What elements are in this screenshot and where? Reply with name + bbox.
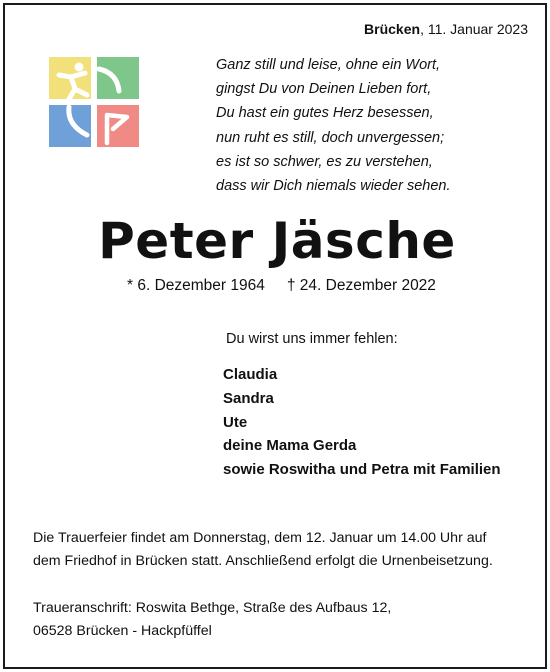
mourner-name: Ute (223, 413, 248, 431)
place: Brücken (364, 21, 421, 37)
obituary-notice (3, 3, 547, 669)
poem-line: es ist so schwer, es zu verstehen, (216, 153, 433, 170)
mourner-name: sowie Roswitha und Petra mit Familien (223, 461, 501, 479)
poem-line: dass wir Dich niemals wieder sehen. (216, 178, 451, 195)
mourning-address (33, 597, 391, 643)
poem-line: nun ruht es still, doch unvergessen; (216, 129, 445, 146)
mourner-name: deine Mama Gerda (223, 437, 357, 455)
mourner-name: Sandra (223, 389, 274, 407)
poem (216, 53, 451, 198)
place-date-line (364, 21, 528, 37)
life-dates (127, 277, 436, 295)
mourners-list (223, 363, 501, 482)
death-date: † 24. Dezember 2022 (286, 277, 436, 294)
funeral-info (33, 527, 493, 573)
poem-line: gingst Du von Deinen Lieben fort, (216, 81, 432, 98)
address-line: 06528 Brücken - Hackpfüffel (33, 623, 212, 639)
birth-date: * 6. Dezember 1964 (127, 277, 265, 294)
mourners-intro: Du wirst uns immer fehlen: (226, 331, 398, 347)
funeral-line: dem Friedhof in Brücken statt. Anschließend erfolgt die Urnenbeisetzung. (33, 553, 493, 569)
poem-line: Ganz still und leise, ohne ein Wort, (216, 57, 441, 73)
funeral-line: Die Trauerfeier findet am Donnerstag, dem 12. Januar um 14.00 Uhr auf (33, 530, 487, 546)
poem-line: Du hast ein gutes Herz besessen, (216, 105, 434, 122)
address-line: Traueranschrift: Roswita Bethge, Straße des Aufbaus 12, (33, 600, 392, 616)
mourner-name: Claudia (223, 366, 278, 383)
geocaching-logo-icon (47, 55, 141, 149)
notice-date: , 11. Januar 2023 (420, 21, 528, 37)
deceased-name: Peter Jäsche (98, 212, 456, 270)
